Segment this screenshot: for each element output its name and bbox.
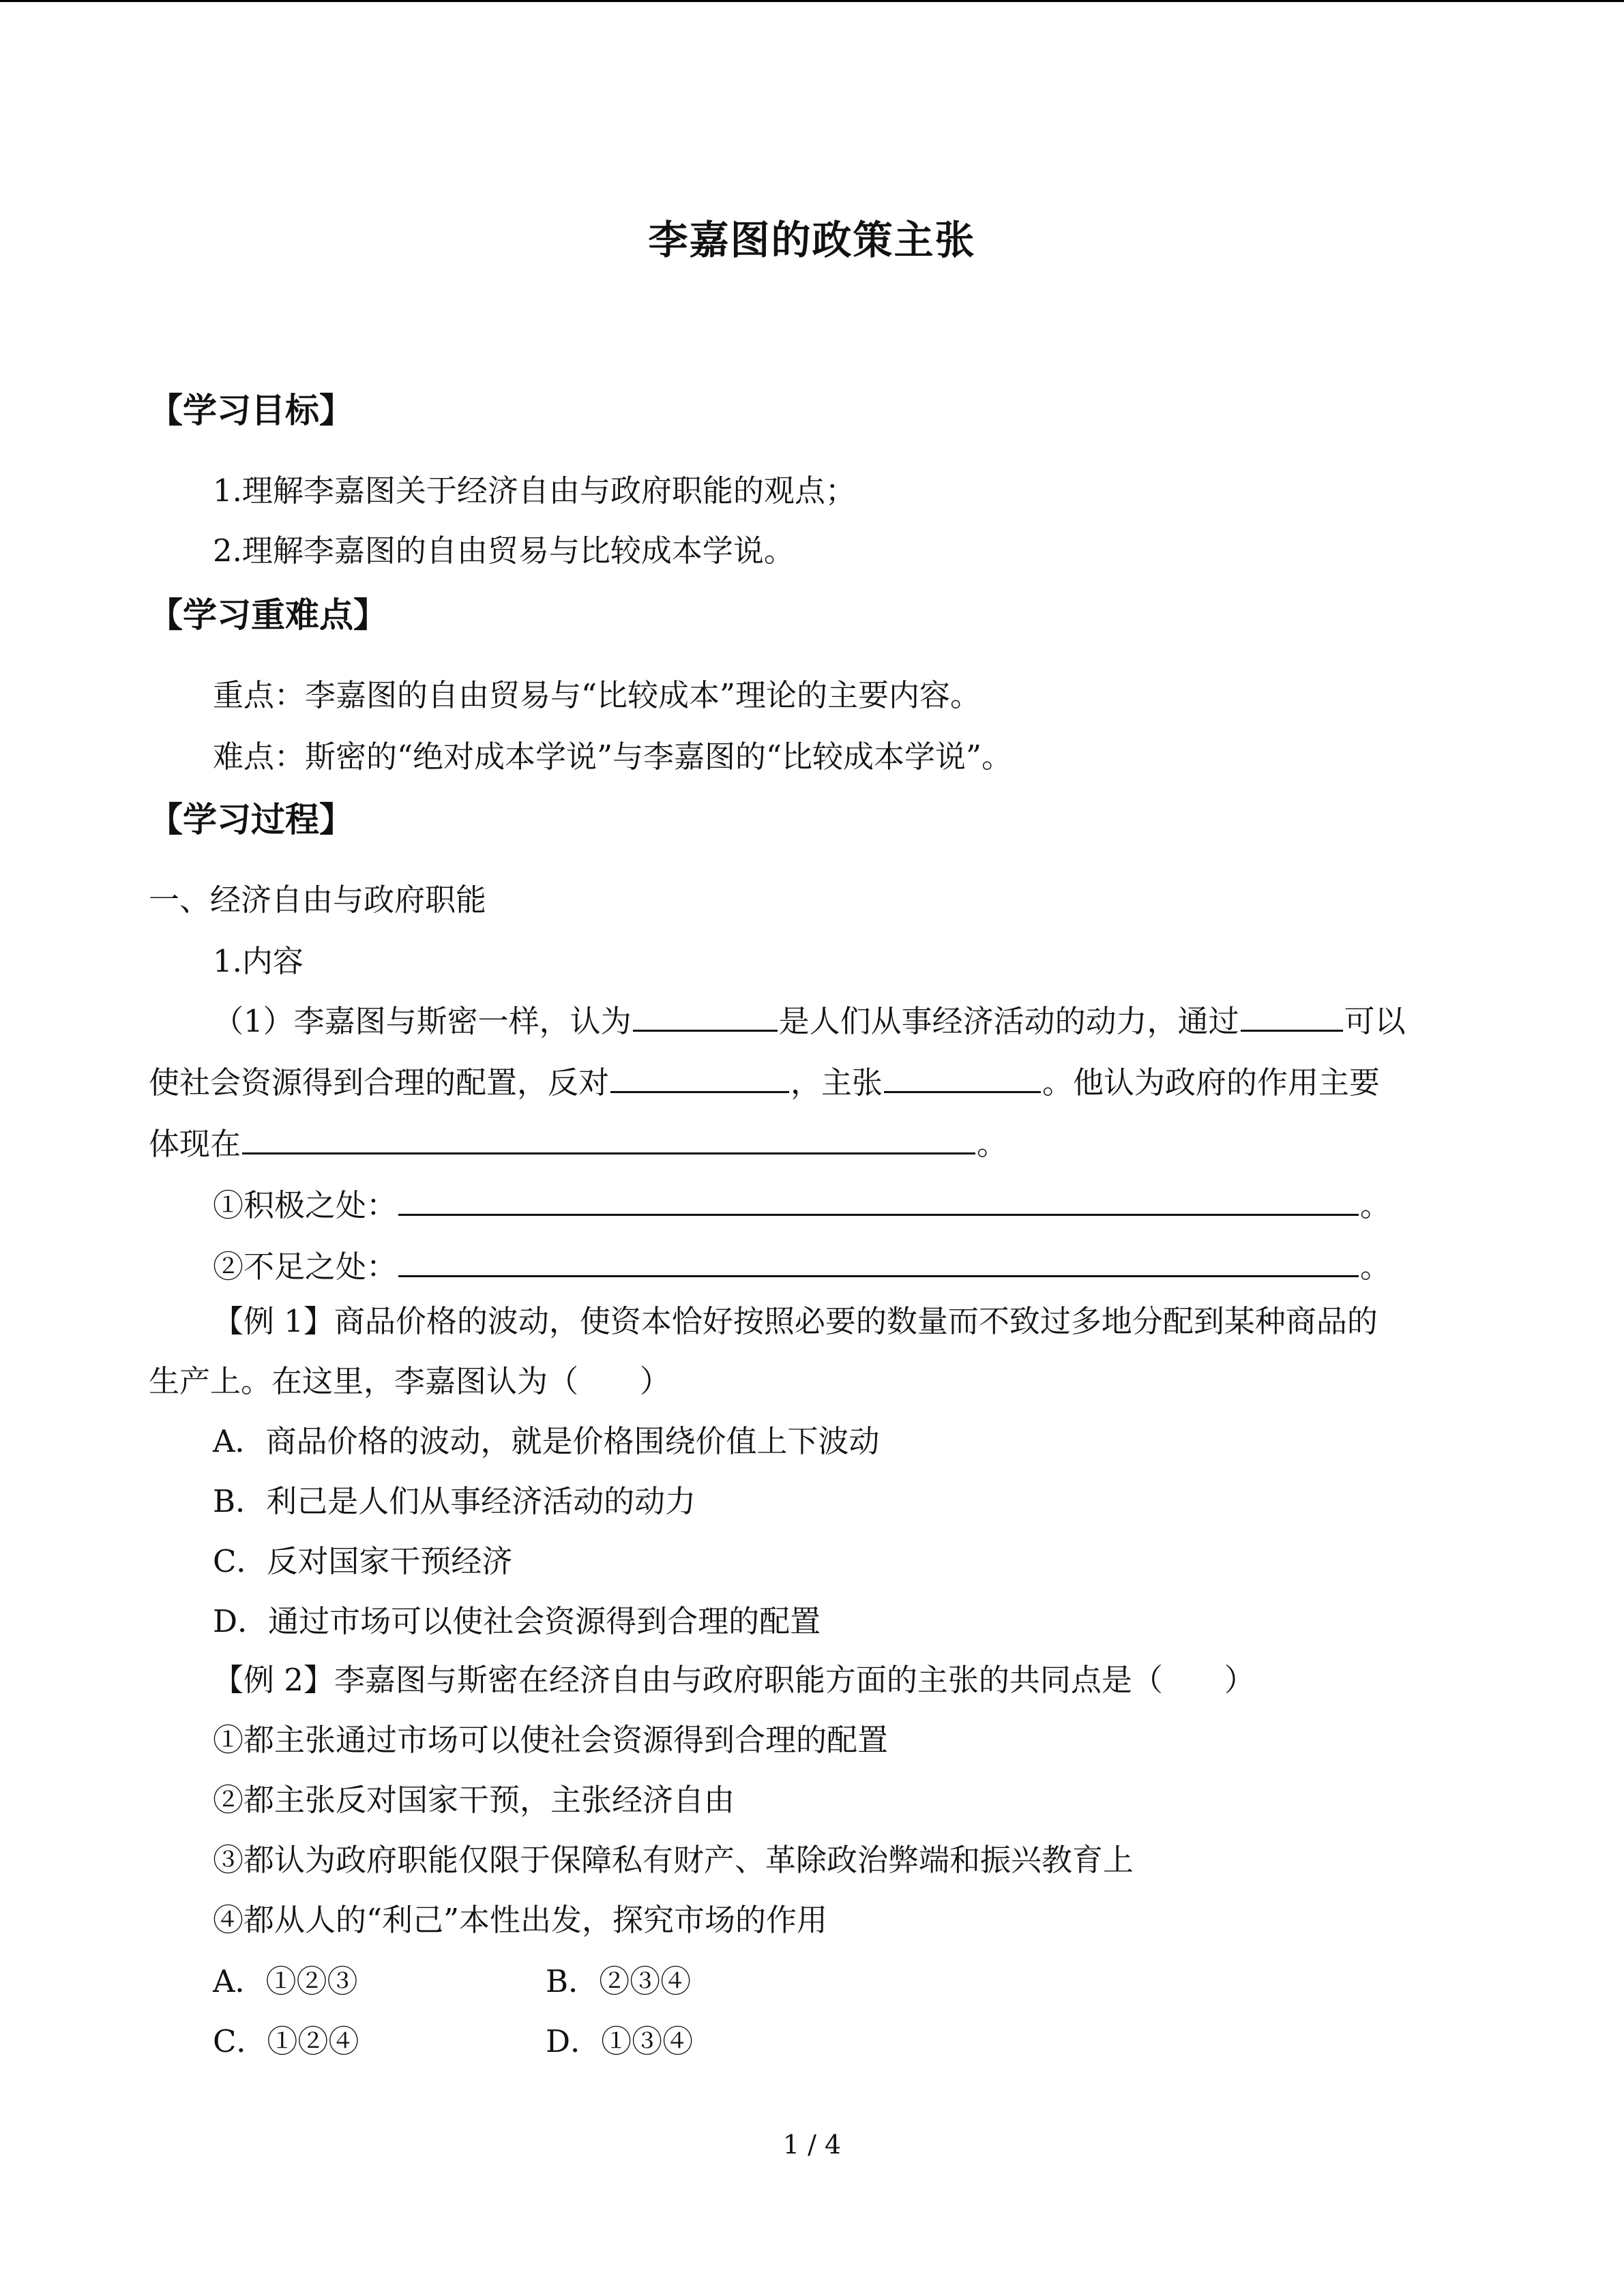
fill-blank-motive[interactable] [633,1001,778,1032]
question1-text-c: 可以 [1344,1003,1406,1039]
key-point-text: 重点：李嘉图的自由贸易与“比较成本”理论的主要内容。 [213,677,981,713]
question1-text-e: ，主张 [791,1064,883,1101]
example2-statement-4: ④都从人的“利己”本性出发，探究市场的作用 [213,1902,828,1938]
example2-option-d[interactable]: D．①③④ [546,2023,694,2059]
positive-aspect-end: 。 [1360,1187,1391,1223]
question1-text-d: 使社会资源得到合理的配置，反对 [149,1064,610,1101]
example2-option-a[interactable]: A．①②③ [213,1963,358,1999]
example2-option-b[interactable]: B．②③④ [546,1963,692,1999]
negative-aspect-end: 。 [1360,1249,1391,1285]
example2-statement-1: ①都主张通过市场可以使社会资源得到合理的配置 [213,1722,889,1758]
fill-blank-negative[interactable] [398,1247,1359,1277]
page-number: 1 / 4 [782,2130,842,2160]
question1-text-b: 是人们从事经济活动的动力，通过 [778,1003,1239,1039]
example1-option-b[interactable]: B．利己是人们从事经济活动的动力 [213,1483,696,1519]
key-points-heading: 【学习重难点】 [149,595,387,635]
page-title: 李嘉图的政策主张 [648,217,976,263]
negative-aspect-line [213,1247,1391,1287]
sub-section-title: 1.内容 [213,943,304,979]
fill-blank-oppose[interactable] [610,1062,789,1093]
question1-text-f: 。他认为政府的作用主要 [1042,1064,1381,1101]
fill-blank-mechanism[interactable] [1241,1001,1343,1032]
example2-stem: 【例 2】李嘉图与斯密在经济自由与政府职能方面的主张的共同点是（ ） [213,1662,1255,1698]
objective-item-2: 2.理解李嘉图的自由贸易与比较成本学说。 [213,533,795,569]
example1-option-d[interactable]: D．通过市场可以使社会资源得到合理的配置 [213,1603,821,1639]
fill-blank-advocate[interactable] [884,1062,1041,1093]
question1-line3 [149,1124,1007,1165]
difficult-point-text: 难点：斯密的“绝对成本学说”与李嘉图的“比较成本学说”。 [213,739,1013,775]
fill-blank-positive[interactable] [398,1185,1359,1216]
question1-text-h: 。 [977,1126,1008,1162]
process-heading: 【学习过程】 [149,800,353,839]
example2-option-c[interactable]: C．①②④ [213,2023,359,2059]
part1-title: 一、经济自由与政府职能 [149,882,487,918]
example1-option-a[interactable]: A．商品价格的波动，就是价格围绕价值上下波动 [213,1423,880,1459]
question1-text-g: 体现在 [149,1126,241,1162]
objectives-heading: 【学习目标】 [149,391,353,430]
fill-blank-government-role[interactable] [242,1124,975,1154]
objective-item-1: 1.理解李嘉图关于经济自由与政府职能的观点； [213,473,856,509]
question1-line2 [149,1062,1380,1103]
question1-line1 [213,1001,1406,1042]
top-border-line [0,0,1624,2]
question1-text-a: （1）李嘉图与斯密一样，认为 [213,1003,632,1039]
example2-statement-3: ③都认为政府职能仅限于保障私有财产、革除政治弊端和振兴教育上 [213,1842,1134,1878]
positive-aspect-line [213,1185,1391,1226]
negative-aspect-label: ②不足之处： [213,1249,398,1285]
example1-stem-line2: 生产上。在这里，李嘉图认为（ ） [149,1363,671,1399]
example1-option-c[interactable]: C．反对国家干预经济 [213,1543,513,1579]
example2-statement-2: ②都主张反对国家干预，主张经济自由 [213,1782,735,1818]
example1-stem-line1: 【例 1】商品价格的波动，使资本恰好按照必要的数量而不致过多地分配到某种商品的 [213,1303,1378,1339]
positive-aspect-label: ①积极之处： [213,1187,398,1223]
